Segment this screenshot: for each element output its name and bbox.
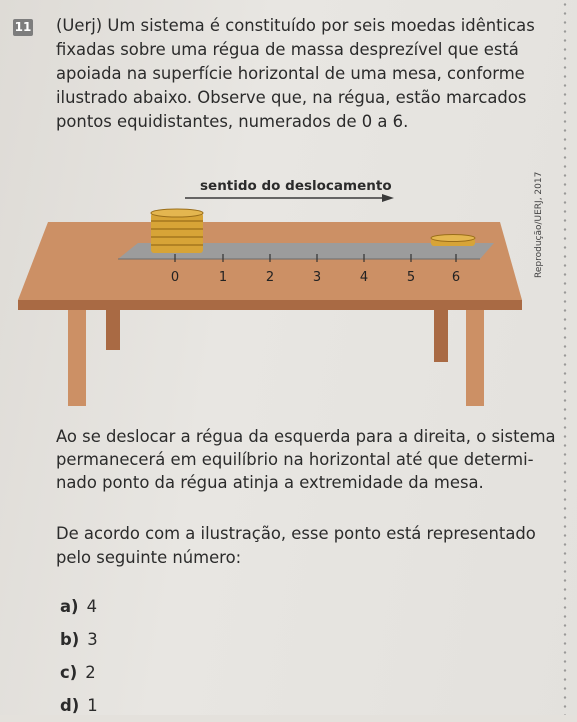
prompt-line: pelo seguinte número: (56, 548, 242, 567)
tick-label-4: 4 (359, 270, 369, 285)
paragraph-line: Ao se deslocar a régua da esquerda para a direita, o sistema (56, 427, 556, 446)
option-c[interactable] (60, 656, 98, 689)
option-b[interactable] (60, 623, 98, 656)
question-stem (56, 14, 546, 134)
direction-label: sentido do deslocamento (200, 178, 392, 194)
tick-label-2: 2 (265, 270, 275, 285)
stem-line: (Uerj) Um sistema é constituído por seis moedas idênticas (56, 16, 535, 35)
option-letter: d) (60, 696, 80, 715)
question-prompt (56, 522, 546, 570)
tick-label-3: 3 (312, 270, 322, 285)
tick-label-5: 5 (406, 270, 416, 285)
prompt-line: De acordo com a ilustração, esse ponto está representado (56, 524, 536, 543)
option-d[interactable] (60, 689, 98, 722)
question-number-badge: 11 (14, 20, 32, 34)
stem-line: fixadas sobre uma régua de massa desprezível que está (56, 40, 519, 59)
arrow-head-icon (382, 194, 394, 202)
option-a[interactable] (60, 590, 98, 623)
table-leg-back-left (106, 310, 120, 350)
stem-line: ilustrado abaixo. Observe que, na régua, estão marcados (56, 88, 527, 107)
option-letter: a) (60, 597, 79, 616)
image-credit-text: Reprodução/UERJ, 2017 (534, 171, 544, 278)
table-leg-front-right (466, 310, 484, 406)
tick-label-1: 1 (218, 270, 228, 285)
single-coin (431, 235, 475, 247)
table-leg-back-right (434, 310, 448, 362)
tick-label-0: 0 (170, 270, 180, 285)
scenario-paragraph (56, 425, 556, 494)
table-front-edge (18, 300, 522, 310)
option-letter: c) (60, 663, 78, 682)
option-text: 1 (87, 696, 98, 715)
table-ruler-illustration (0, 160, 540, 440)
coin-stack (151, 209, 203, 253)
table-leg-front-left (68, 310, 86, 406)
option-letter: b) (60, 630, 80, 649)
option-text: 3 (87, 630, 98, 649)
paragraph-line: permanecerá em equilíbrio na horizontal até que determi- (56, 450, 534, 469)
margin-dotted-line (563, 0, 567, 715)
paragraph-line: nado ponto da régua atinja a extremidade da mesa. (56, 473, 484, 492)
stem-line: pontos equidistantes, numerados de 0 a 6. (56, 112, 409, 131)
tick-label-6: 6 (451, 270, 461, 285)
stem-line: apoiada na superfície horizontal de uma mesa, conforme (56, 64, 525, 83)
coin-top (151, 209, 203, 217)
option-text: 2 (85, 663, 96, 682)
option-text: 4 (86, 597, 97, 616)
answer-options (60, 590, 98, 722)
coin-stack-body (151, 213, 203, 253)
illustration-svg (0, 160, 540, 440)
